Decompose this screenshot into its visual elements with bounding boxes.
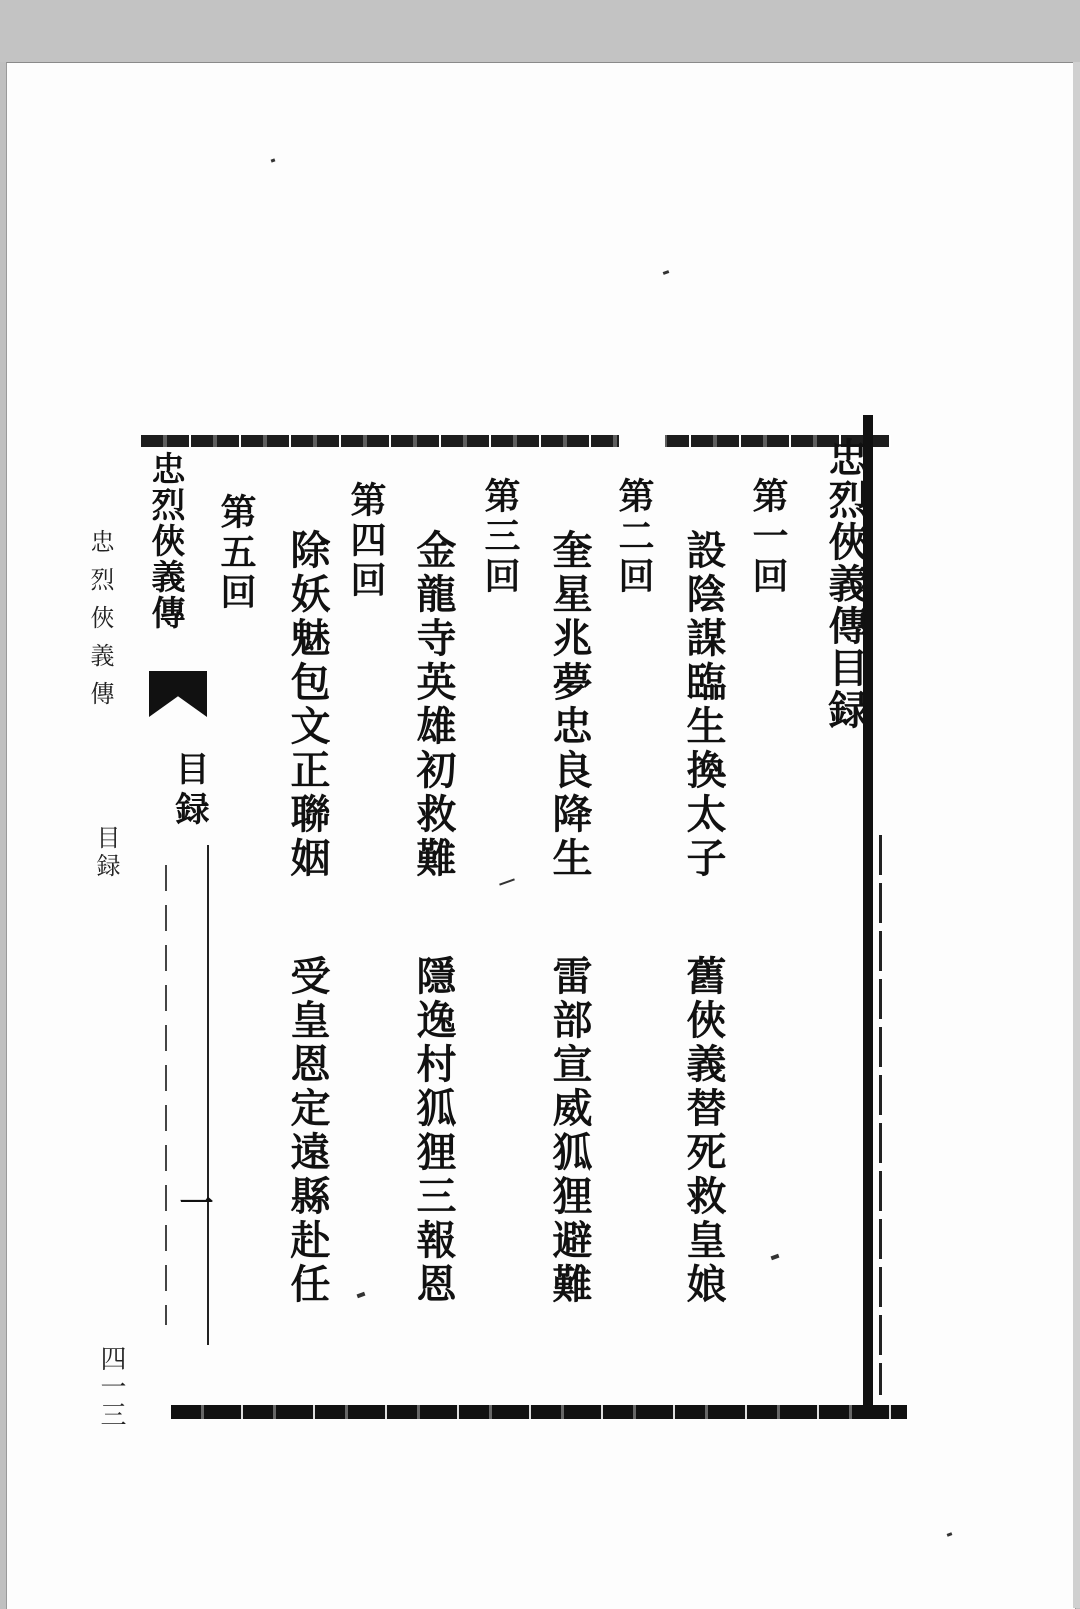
margin-book-title: 忠烈俠義傳 (86, 529, 114, 719)
scanned-print (141, 415, 907, 1445)
fishtail-mark (149, 671, 207, 717)
chapter-title-line: 除妖魅包文正聯姻 (284, 529, 331, 881)
banxin-title: 忠烈俠義傳 (145, 451, 185, 631)
border-rule-top (141, 435, 891, 447)
chapter-title-line: 隱逸村狐狸三報恩 (410, 955, 457, 1307)
chapter-title-line: 設陰謀臨生換太子 (680, 529, 727, 881)
toc-title: 忠烈俠義傳目録 (822, 437, 869, 731)
margin-section-label: 目録 (92, 825, 120, 881)
chapter-title-line: 受皇恩定遠縣赴任 (284, 955, 331, 1307)
chapter-label: 第二回 (613, 477, 655, 597)
border-rule-bottom (171, 1405, 907, 1419)
banxin-section: 目録 (169, 751, 209, 831)
chapter-label: 第一回 (747, 477, 789, 597)
chapter-title-line: 舊俠義替死救皇娘 (680, 955, 727, 1307)
chapter-label: 第四回 (345, 481, 387, 601)
chapter-title-line: 奎星兆夢忠良降生 (546, 529, 593, 881)
document-page (6, 62, 1076, 1609)
chapter-label: 第五回 (215, 493, 257, 613)
chapter-title-line: 金龍寺英雄初救難 (410, 529, 457, 881)
viewer-toolbar (0, 0, 1080, 62)
banxin-leaf-number: 一 (173, 1185, 213, 1219)
page-number: 四一三 (96, 1345, 126, 1429)
chapter-label: 第三回 (479, 477, 521, 597)
chapter-title-line: 雷部宣威狐狸避難 (546, 955, 593, 1307)
